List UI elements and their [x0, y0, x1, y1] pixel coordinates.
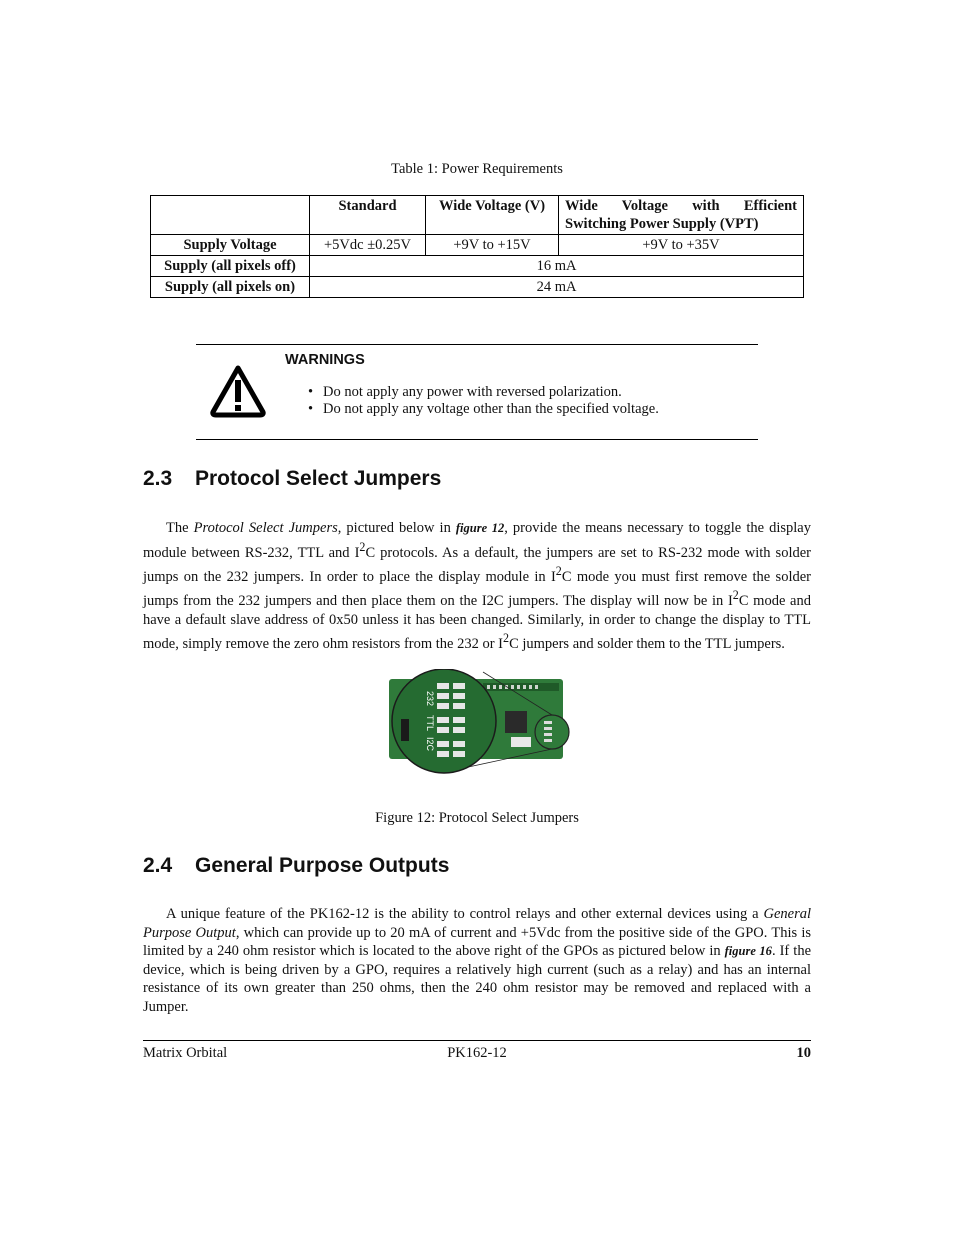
table-header-wide-voltage: Wide Voltage (V) — [426, 196, 559, 235]
warning-triangle-icon — [208, 363, 268, 419]
pcb-connector — [511, 737, 531, 747]
cell-supply-on: 24 mA — [310, 277, 804, 298]
cell-vpt-voltage: +9V to +35V — [559, 235, 804, 256]
detail-circle-small — [535, 715, 569, 749]
figure-12-link[interactable]: figure 12 — [455, 521, 505, 535]
page-number: 10 — [796, 1045, 811, 1061]
section-number: 2.4 — [143, 854, 173, 877]
pcb-pads — [487, 685, 538, 689]
table-row — [151, 277, 804, 298]
pcb-component — [401, 719, 409, 741]
table-header-empty — [151, 196, 310, 235]
warnings-title: WARNINGS — [285, 352, 365, 368]
row-label-supply-off: Supply (all pixels off) — [151, 256, 310, 277]
table-header-standard: Standard — [310, 196, 426, 235]
section-heading-2-4 — [143, 854, 449, 878]
jumper-label-i2c: I2C — [425, 737, 435, 752]
table-header-vpt: Wide Voltage with Efficient Switching Power Supply (VPT) — [559, 196, 804, 235]
jumper-label-ttl: TTL — [425, 715, 435, 732]
section-title: Protocol Select Jumpers — [195, 467, 442, 490]
warnings-list — [308, 384, 659, 418]
cell-supply-off: 16 mA — [310, 256, 804, 277]
row-label-supply-voltage: Supply Voltage — [151, 235, 310, 256]
cell-wide-voltage: +9V to +15V — [426, 235, 559, 256]
section-number: 2.3 — [143, 467, 173, 490]
section-title: General Purpose Outputs — [195, 854, 450, 877]
table-header-row — [151, 196, 804, 235]
warning-item: • Do not apply any power with reversed polarization. — [308, 384, 659, 401]
pcb-chip — [505, 711, 527, 733]
protocol-jumpers-photo — [387, 669, 573, 775]
table-row — [151, 256, 804, 277]
figure-16-link[interactable]: figure 16 — [724, 944, 772, 959]
figure-12-caption: Figure 12: Protocol Select Jumpers — [375, 810, 579, 826]
warnings-top-rule — [196, 344, 758, 345]
table-row — [151, 235, 804, 256]
gpo-paragraph: A unique feature of the PK162-12 is the ability to control relays and other external devices using a General Purpose Output, which can provide up to 20 mA of current and +5Vdc from the positive side of the GPO. This is limited by a 240 ohm resistor which is located to the above right of the GPOs as pictured below in figure 16. If the device, which is being driven by a GPO, requires a relatively high current (such as a relay) and has an internal resistance of its own greater than 250 ohms, then the 240 ohm resistor may be removed and replaced with a Jumper. — [143, 906, 812, 1015]
section-heading-2-3 — [143, 467, 441, 491]
footer-rule — [143, 1040, 811, 1041]
row-label-supply-on: Supply (all pixels on) — [151, 277, 310, 298]
power-requirements-table — [150, 195, 804, 298]
cell-standard-voltage: +5Vdc ±0.25V — [310, 235, 426, 256]
protocol-jumpers-paragraph: The Protocol Select Jumpers, pictured below in figure 12, provide the means necessary to toggle the display module between RS-232, TTL and $I^2C$ protocols. As a default, the jumpers are set to RS-232 mode with solder jumps on the 232 jumpers. In order to place the display module in $I^2C$ mode you must first remove the solder jumps from the 232 jumpers and then place them on the I2C jumpers. The display will now be in $I^2C$ mode and have a default slave address of 0x50 unless it has been changed. Similarly, in order to change the display to TTL mode, simply remove the zero ohm resistors from the 232 or $I^2C$ jumpers and solder them to the TTL jumpers. — [143, 520, 811, 653]
footer-product: PK162-12 — [447, 1045, 507, 1061]
warning-item: • Do not apply any voltage other than the specified voltage. — [308, 401, 659, 418]
jumper-label-232: 232 — [425, 691, 435, 707]
table-caption: Table 1: Power Requirements — [391, 161, 563, 177]
warnings-bottom-rule — [196, 439, 758, 440]
footer-company: Matrix Orbital — [143, 1045, 228, 1061]
